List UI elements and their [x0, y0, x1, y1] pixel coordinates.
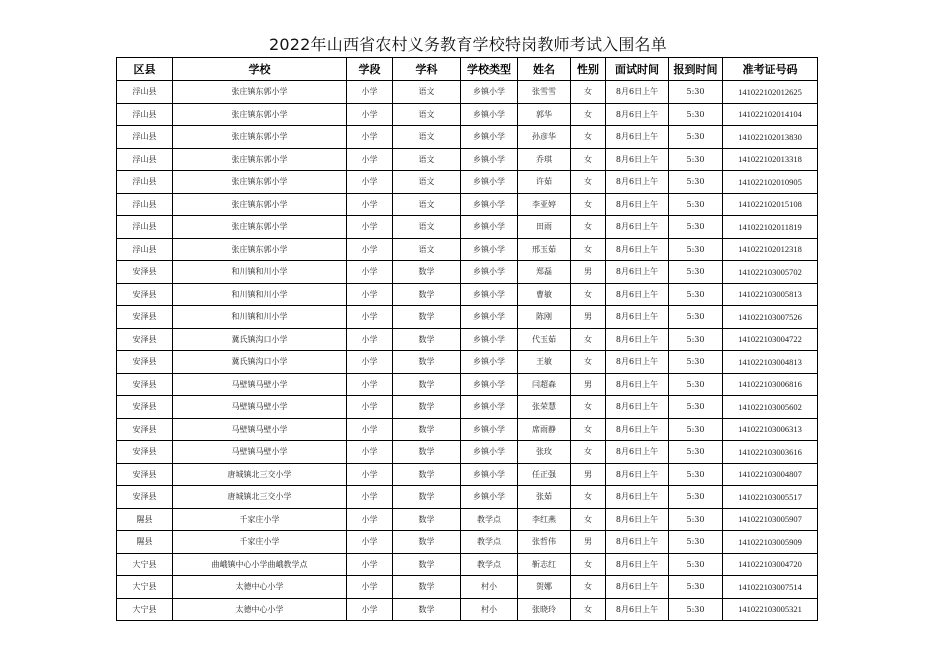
cell-school: 张庄镇东郭小学: [173, 171, 347, 194]
table-row: [117, 531, 818, 554]
cell-interview-time: 8月6日上午: [606, 81, 669, 104]
cell-report-time: 5:30: [669, 396, 723, 419]
cell-gender: 女: [571, 216, 606, 239]
cell-stage: 小学: [347, 508, 393, 531]
cell-gender: 男: [571, 531, 606, 554]
cell-interview-time: 8月6日上午: [606, 508, 669, 531]
table-row: [117, 238, 818, 261]
cell-name: 任正强: [518, 463, 571, 486]
cell-stage: 小学: [347, 328, 393, 351]
table-row: [117, 598, 818, 621]
cell-school-type: 乡镇小学: [461, 81, 518, 104]
cell-stage: 小学: [347, 373, 393, 396]
cell-stage: 小学: [347, 148, 393, 171]
cell-school: 马壁镇马壁小学: [173, 418, 347, 441]
cell-district: 安泽县: [117, 328, 173, 351]
cell-stage: 小学: [347, 283, 393, 306]
cell-interview-time: 8月6日上午: [606, 103, 669, 126]
cell-exam-number: 141022102013830: [723, 126, 818, 149]
cell-district: 浮山县: [117, 81, 173, 104]
cell-stage: 小学: [347, 418, 393, 441]
cell-subject: 语文: [393, 193, 461, 216]
cell-report-time: 5:30: [669, 283, 723, 306]
table-row: [117, 171, 818, 194]
cell-district: 浮山县: [117, 216, 173, 239]
candidate-table: [116, 57, 818, 621]
cell-school: 张庄镇东郭小学: [173, 238, 347, 261]
cell-stage: 小学: [347, 441, 393, 464]
cell-name: 张晓玲: [518, 598, 571, 621]
cell-report-time: 5:30: [669, 328, 723, 351]
cell-subject: 数学: [393, 598, 461, 621]
header-row: [117, 58, 818, 81]
table-body: [117, 81, 818, 621]
cell-interview-time: 8月6日上午: [606, 553, 669, 576]
cell-district: 安泽县: [117, 418, 173, 441]
cell-exam-number: 141022103007526: [723, 306, 818, 329]
table-row: [117, 81, 818, 104]
cell-district: 隰县: [117, 508, 173, 531]
cell-district: 隰县: [117, 531, 173, 554]
header-interview-time: 面试时间: [606, 58, 669, 81]
table-row: [117, 103, 818, 126]
cell-school: 张庄镇东郭小学: [173, 81, 347, 104]
cell-interview-time: 8月6日上午: [606, 396, 669, 419]
cell-gender: 女: [571, 418, 606, 441]
cell-exam-number: 141022103005602: [723, 396, 818, 419]
cell-gender: 女: [571, 81, 606, 104]
table-row: [117, 373, 818, 396]
cell-stage: 小学: [347, 396, 393, 419]
cell-interview-time: 8月6日上午: [606, 283, 669, 306]
cell-exam-number: 141022102013318: [723, 148, 818, 171]
cell-exam-number: 141022103004807: [723, 463, 818, 486]
cell-subject: 语文: [393, 103, 461, 126]
cell-stage: 小学: [347, 126, 393, 149]
cell-interview-time: 8月6日上午: [606, 328, 669, 351]
header-school-type: 学校类型: [461, 58, 518, 81]
cell-gender: 女: [571, 553, 606, 576]
cell-report-time: 5:30: [669, 81, 723, 104]
cell-exam-number: 141022103005813: [723, 283, 818, 306]
cell-district: 浮山县: [117, 148, 173, 171]
cell-interview-time: 8月6日上午: [606, 418, 669, 441]
cell-name: 邢玉茹: [518, 238, 571, 261]
table-row: [117, 486, 818, 509]
header-name: 姓名: [518, 58, 571, 81]
cell-school-type: 乡镇小学: [461, 261, 518, 284]
cell-stage: 小学: [347, 216, 393, 239]
cell-district: 安泽县: [117, 351, 173, 374]
cell-report-time: 5:30: [669, 373, 723, 396]
cell-stage: 小学: [347, 351, 393, 374]
table-row: [117, 261, 818, 284]
cell-district: 安泽县: [117, 373, 173, 396]
table-row: [117, 283, 818, 306]
cell-stage: 小学: [347, 486, 393, 509]
cell-school-type: 乡镇小学: [461, 216, 518, 239]
cell-school-type: 乡镇小学: [461, 283, 518, 306]
cell-gender: 男: [571, 261, 606, 284]
cell-interview-time: 8月6日上午: [606, 531, 669, 554]
cell-gender: 女: [571, 486, 606, 509]
cell-subject: 数学: [393, 351, 461, 374]
cell-interview-time: 8月6日上午: [606, 598, 669, 621]
cell-interview-time: 8月6日上午: [606, 486, 669, 509]
cell-school-type: 村小: [461, 576, 518, 599]
cell-report-time: 5:30: [669, 171, 723, 194]
cell-interview-time: 8月6日上午: [606, 351, 669, 374]
cell-school: 唐城镇北三交小学: [173, 486, 347, 509]
cell-stage: 小学: [347, 193, 393, 216]
cell-gender: 女: [571, 126, 606, 149]
cell-subject: 数学: [393, 328, 461, 351]
cell-subject: 数学: [393, 441, 461, 464]
header-subject: 学科: [393, 58, 461, 81]
cell-report-time: 5:30: [669, 193, 723, 216]
cell-district: 浮山县: [117, 238, 173, 261]
cell-school: 张庄镇东郭小学: [173, 193, 347, 216]
cell-gender: 女: [571, 238, 606, 261]
cell-interview-time: 8月6日上午: [606, 216, 669, 239]
cell-report-time: 5:30: [669, 418, 723, 441]
cell-stage: 小学: [347, 598, 393, 621]
cell-exam-number: 141022102010905: [723, 171, 818, 194]
page-title: 2022年山西省农村义务教育学校特岗教师考试入围名单: [269, 35, 667, 54]
cell-school-type: 乡镇小学: [461, 463, 518, 486]
cell-gender: 女: [571, 598, 606, 621]
cell-subject: 数学: [393, 531, 461, 554]
cell-subject: 语文: [393, 81, 461, 104]
cell-report-time: 5:30: [669, 441, 723, 464]
cell-exam-number: 141022103004720: [723, 553, 818, 576]
cell-district: 大宁县: [117, 598, 173, 621]
cell-subject: 语文: [393, 148, 461, 171]
cell-subject: 数学: [393, 418, 461, 441]
cell-district: 浮山县: [117, 103, 173, 126]
cell-interview-time: 8月6日上午: [606, 463, 669, 486]
cell-school-type: 乡镇小学: [461, 171, 518, 194]
cell-school-type: 村小: [461, 598, 518, 621]
cell-exam-number: 141022102012318: [723, 238, 818, 261]
cell-gender: 女: [571, 508, 606, 531]
cell-district: 浮山县: [117, 171, 173, 194]
cell-name: 曹敏: [518, 283, 571, 306]
cell-name: 闫超森: [518, 373, 571, 396]
cell-exam-number: 141022103007514: [723, 576, 818, 599]
cell-gender: 女: [571, 171, 606, 194]
table-row: [117, 441, 818, 464]
cell-subject: 语文: [393, 216, 461, 239]
cell-subject: 数学: [393, 373, 461, 396]
table-row: [117, 553, 818, 576]
cell-interview-time: 8月6日上午: [606, 373, 669, 396]
header-gender: 性别: [571, 58, 606, 81]
cell-subject: 数学: [393, 463, 461, 486]
cell-exam-number: 141022102012625: [723, 81, 818, 104]
cell-school: 张庄镇东郭小学: [173, 126, 347, 149]
cell-district: 浮山县: [117, 193, 173, 216]
cell-interview-time: 8月6日上午: [606, 171, 669, 194]
cell-report-time: 5:30: [669, 531, 723, 554]
cell-name: 张玫: [518, 441, 571, 464]
table-row: [117, 508, 818, 531]
cell-subject: 数学: [393, 576, 461, 599]
table-row: [117, 463, 818, 486]
cell-report-time: 5:30: [669, 598, 723, 621]
header-stage: 学段: [347, 58, 393, 81]
cell-district: 安泽县: [117, 441, 173, 464]
cell-report-time: 5:30: [669, 216, 723, 239]
cell-school: 马壁镇马壁小学: [173, 373, 347, 396]
cell-school: 曲峨镇中心小学曲峨教学点: [173, 553, 347, 576]
cell-report-time: 5:30: [669, 463, 723, 486]
cell-school: 和川镇和川小学: [173, 261, 347, 284]
cell-interview-time: 8月6日上午: [606, 126, 669, 149]
cell-name: 张茹: [518, 486, 571, 509]
cell-school-type: 乡镇小学: [461, 103, 518, 126]
cell-name: 乔琪: [518, 148, 571, 171]
cell-name: 代玉茹: [518, 328, 571, 351]
cell-subject: 数学: [393, 261, 461, 284]
cell-school-type: 教学点: [461, 508, 518, 531]
cell-report-time: 5:30: [669, 148, 723, 171]
cell-report-time: 5:30: [669, 486, 723, 509]
cell-school: 张庄镇东郭小学: [173, 216, 347, 239]
cell-gender: 女: [571, 396, 606, 419]
cell-name: 郭华: [518, 103, 571, 126]
cell-stage: 小学: [347, 463, 393, 486]
cell-school-type: 乡镇小学: [461, 306, 518, 329]
cell-school: 张庄镇东郭小学: [173, 103, 347, 126]
table-row: [117, 148, 818, 171]
cell-district: 安泽县: [117, 486, 173, 509]
cell-name: 张雪雪: [518, 81, 571, 104]
cell-exam-number: 141022103006313: [723, 418, 818, 441]
cell-name: 李亚婷: [518, 193, 571, 216]
cell-name: 陈刚: [518, 306, 571, 329]
cell-name: 席雨静: [518, 418, 571, 441]
cell-school: 太德中心小学: [173, 598, 347, 621]
cell-school-type: 教学点: [461, 553, 518, 576]
cell-report-time: 5:30: [669, 351, 723, 374]
cell-stage: 小学: [347, 531, 393, 554]
cell-district: 安泽县: [117, 261, 173, 284]
cell-school-type: 乡镇小学: [461, 328, 518, 351]
cell-school-type: 乡镇小学: [461, 148, 518, 171]
cell-district: 浮山县: [117, 126, 173, 149]
cell-exam-number: 141022103003616: [723, 441, 818, 464]
cell-report-time: 5:30: [669, 508, 723, 531]
cell-school-type: 乡镇小学: [461, 373, 518, 396]
cell-exam-number: 141022103005321: [723, 598, 818, 621]
cell-interview-time: 8月6日上午: [606, 238, 669, 261]
cell-school: 千家庄小学: [173, 508, 347, 531]
cell-name: 李红燕: [518, 508, 571, 531]
cell-school: 唐城镇北三交小学: [173, 463, 347, 486]
cell-report-time: 5:30: [669, 103, 723, 126]
cell-school: 和川镇和川小学: [173, 283, 347, 306]
cell-exam-number: 141022103005907: [723, 508, 818, 531]
cell-stage: 小学: [347, 553, 393, 576]
table-row: [117, 576, 818, 599]
cell-subject: 数学: [393, 553, 461, 576]
cell-district: 大宁县: [117, 576, 173, 599]
table-row: [117, 306, 818, 329]
cell-school: 马壁镇马壁小学: [173, 396, 347, 419]
cell-school: 和川镇和川小学: [173, 306, 347, 329]
cell-stage: 小学: [347, 103, 393, 126]
table-row: [117, 396, 818, 419]
cell-name: 贺娜: [518, 576, 571, 599]
cell-gender: 男: [571, 373, 606, 396]
cell-gender: 女: [571, 148, 606, 171]
cell-subject: 数学: [393, 283, 461, 306]
header-exam-number: 准考证号码: [723, 58, 818, 81]
cell-school-type: 乡镇小学: [461, 351, 518, 374]
cell-report-time: 5:30: [669, 306, 723, 329]
table-row: [117, 193, 818, 216]
cell-interview-time: 8月6日上午: [606, 148, 669, 171]
cell-gender: 女: [571, 283, 606, 306]
cell-name: 孙彦华: [518, 126, 571, 149]
cell-school-type: 乡镇小学: [461, 238, 518, 261]
cell-interview-time: 8月6日上午: [606, 261, 669, 284]
header-district: 区县: [117, 58, 173, 81]
cell-school: 马壁镇马壁小学: [173, 441, 347, 464]
cell-exam-number: 141022102011819: [723, 216, 818, 239]
cell-subject: 语文: [393, 126, 461, 149]
cell-district: 安泽县: [117, 283, 173, 306]
cell-school-type: 乡镇小学: [461, 418, 518, 441]
cell-district: 大宁县: [117, 553, 173, 576]
cell-exam-number: 141022103004813: [723, 351, 818, 374]
cell-name: 张哲伟: [518, 531, 571, 554]
cell-gender: 女: [571, 351, 606, 374]
cell-report-time: 5:30: [669, 576, 723, 599]
cell-district: 安泽县: [117, 396, 173, 419]
cell-gender: 女: [571, 193, 606, 216]
cell-school: 太德中心小学: [173, 576, 347, 599]
table-row: [117, 328, 818, 351]
cell-stage: 小学: [347, 81, 393, 104]
cell-subject: 数学: [393, 508, 461, 531]
cell-exam-number: 141022102014104: [723, 103, 818, 126]
cell-subject: 数学: [393, 396, 461, 419]
cell-name: 许茹: [518, 171, 571, 194]
cell-report-time: 5:30: [669, 261, 723, 284]
cell-stage: 小学: [347, 261, 393, 284]
cell-gender: 女: [571, 103, 606, 126]
header-report-time: 报到时间: [669, 58, 723, 81]
table-row: [117, 351, 818, 374]
cell-interview-time: 8月6日上午: [606, 441, 669, 464]
cell-exam-number: 141022103005517: [723, 486, 818, 509]
cell-exam-number: 141022103006816: [723, 373, 818, 396]
cell-district: 安泽县: [117, 463, 173, 486]
cell-school-type: 乡镇小学: [461, 486, 518, 509]
cell-school: 张庄镇东郭小学: [173, 148, 347, 171]
table-row: [117, 418, 818, 441]
cell-gender: 男: [571, 306, 606, 329]
cell-school-type: 乡镇小学: [461, 441, 518, 464]
cell-name: 郑磊: [518, 261, 571, 284]
cell-gender: 女: [571, 576, 606, 599]
cell-gender: 女: [571, 441, 606, 464]
cell-exam-number: 141022102015108: [723, 193, 818, 216]
cell-gender: 男: [571, 463, 606, 486]
table-row: [117, 126, 818, 149]
cell-subject: 语文: [393, 238, 461, 261]
cell-interview-time: 8月6日上午: [606, 306, 669, 329]
cell-school: 千家庄小学: [173, 531, 347, 554]
cell-exam-number: 141022103005909: [723, 531, 818, 554]
cell-name: 靳志红: [518, 553, 571, 576]
cell-subject: 语文: [393, 171, 461, 194]
cell-report-time: 5:30: [669, 238, 723, 261]
cell-exam-number: 141022103005702: [723, 261, 818, 284]
cell-interview-time: 8月6日上午: [606, 193, 669, 216]
cell-gender: 女: [571, 328, 606, 351]
cell-exam-number: 141022103004722: [723, 328, 818, 351]
cell-name: 田雨: [518, 216, 571, 239]
cell-school: 冀氏镇沟口小学: [173, 351, 347, 374]
cell-school-type: 乡镇小学: [461, 396, 518, 419]
cell-school-type: 乡镇小学: [461, 126, 518, 149]
cell-district: 安泽县: [117, 306, 173, 329]
cell-school: 冀氏镇沟口小学: [173, 328, 347, 351]
cell-report-time: 5:30: [669, 126, 723, 149]
cell-stage: 小学: [347, 576, 393, 599]
cell-name: 王敏: [518, 351, 571, 374]
cell-subject: 数学: [393, 486, 461, 509]
cell-interview-time: 8月6日上午: [606, 576, 669, 599]
cell-stage: 小学: [347, 306, 393, 329]
header-school: 学校: [173, 58, 347, 81]
cell-stage: 小学: [347, 238, 393, 261]
cell-subject: 数学: [393, 306, 461, 329]
cell-report-time: 5:30: [669, 553, 723, 576]
cell-name: 张荣慧: [518, 396, 571, 419]
cell-school-type: 乡镇小学: [461, 193, 518, 216]
cell-stage: 小学: [347, 171, 393, 194]
cell-school-type: 教学点: [461, 531, 518, 554]
table-row: [117, 216, 818, 239]
